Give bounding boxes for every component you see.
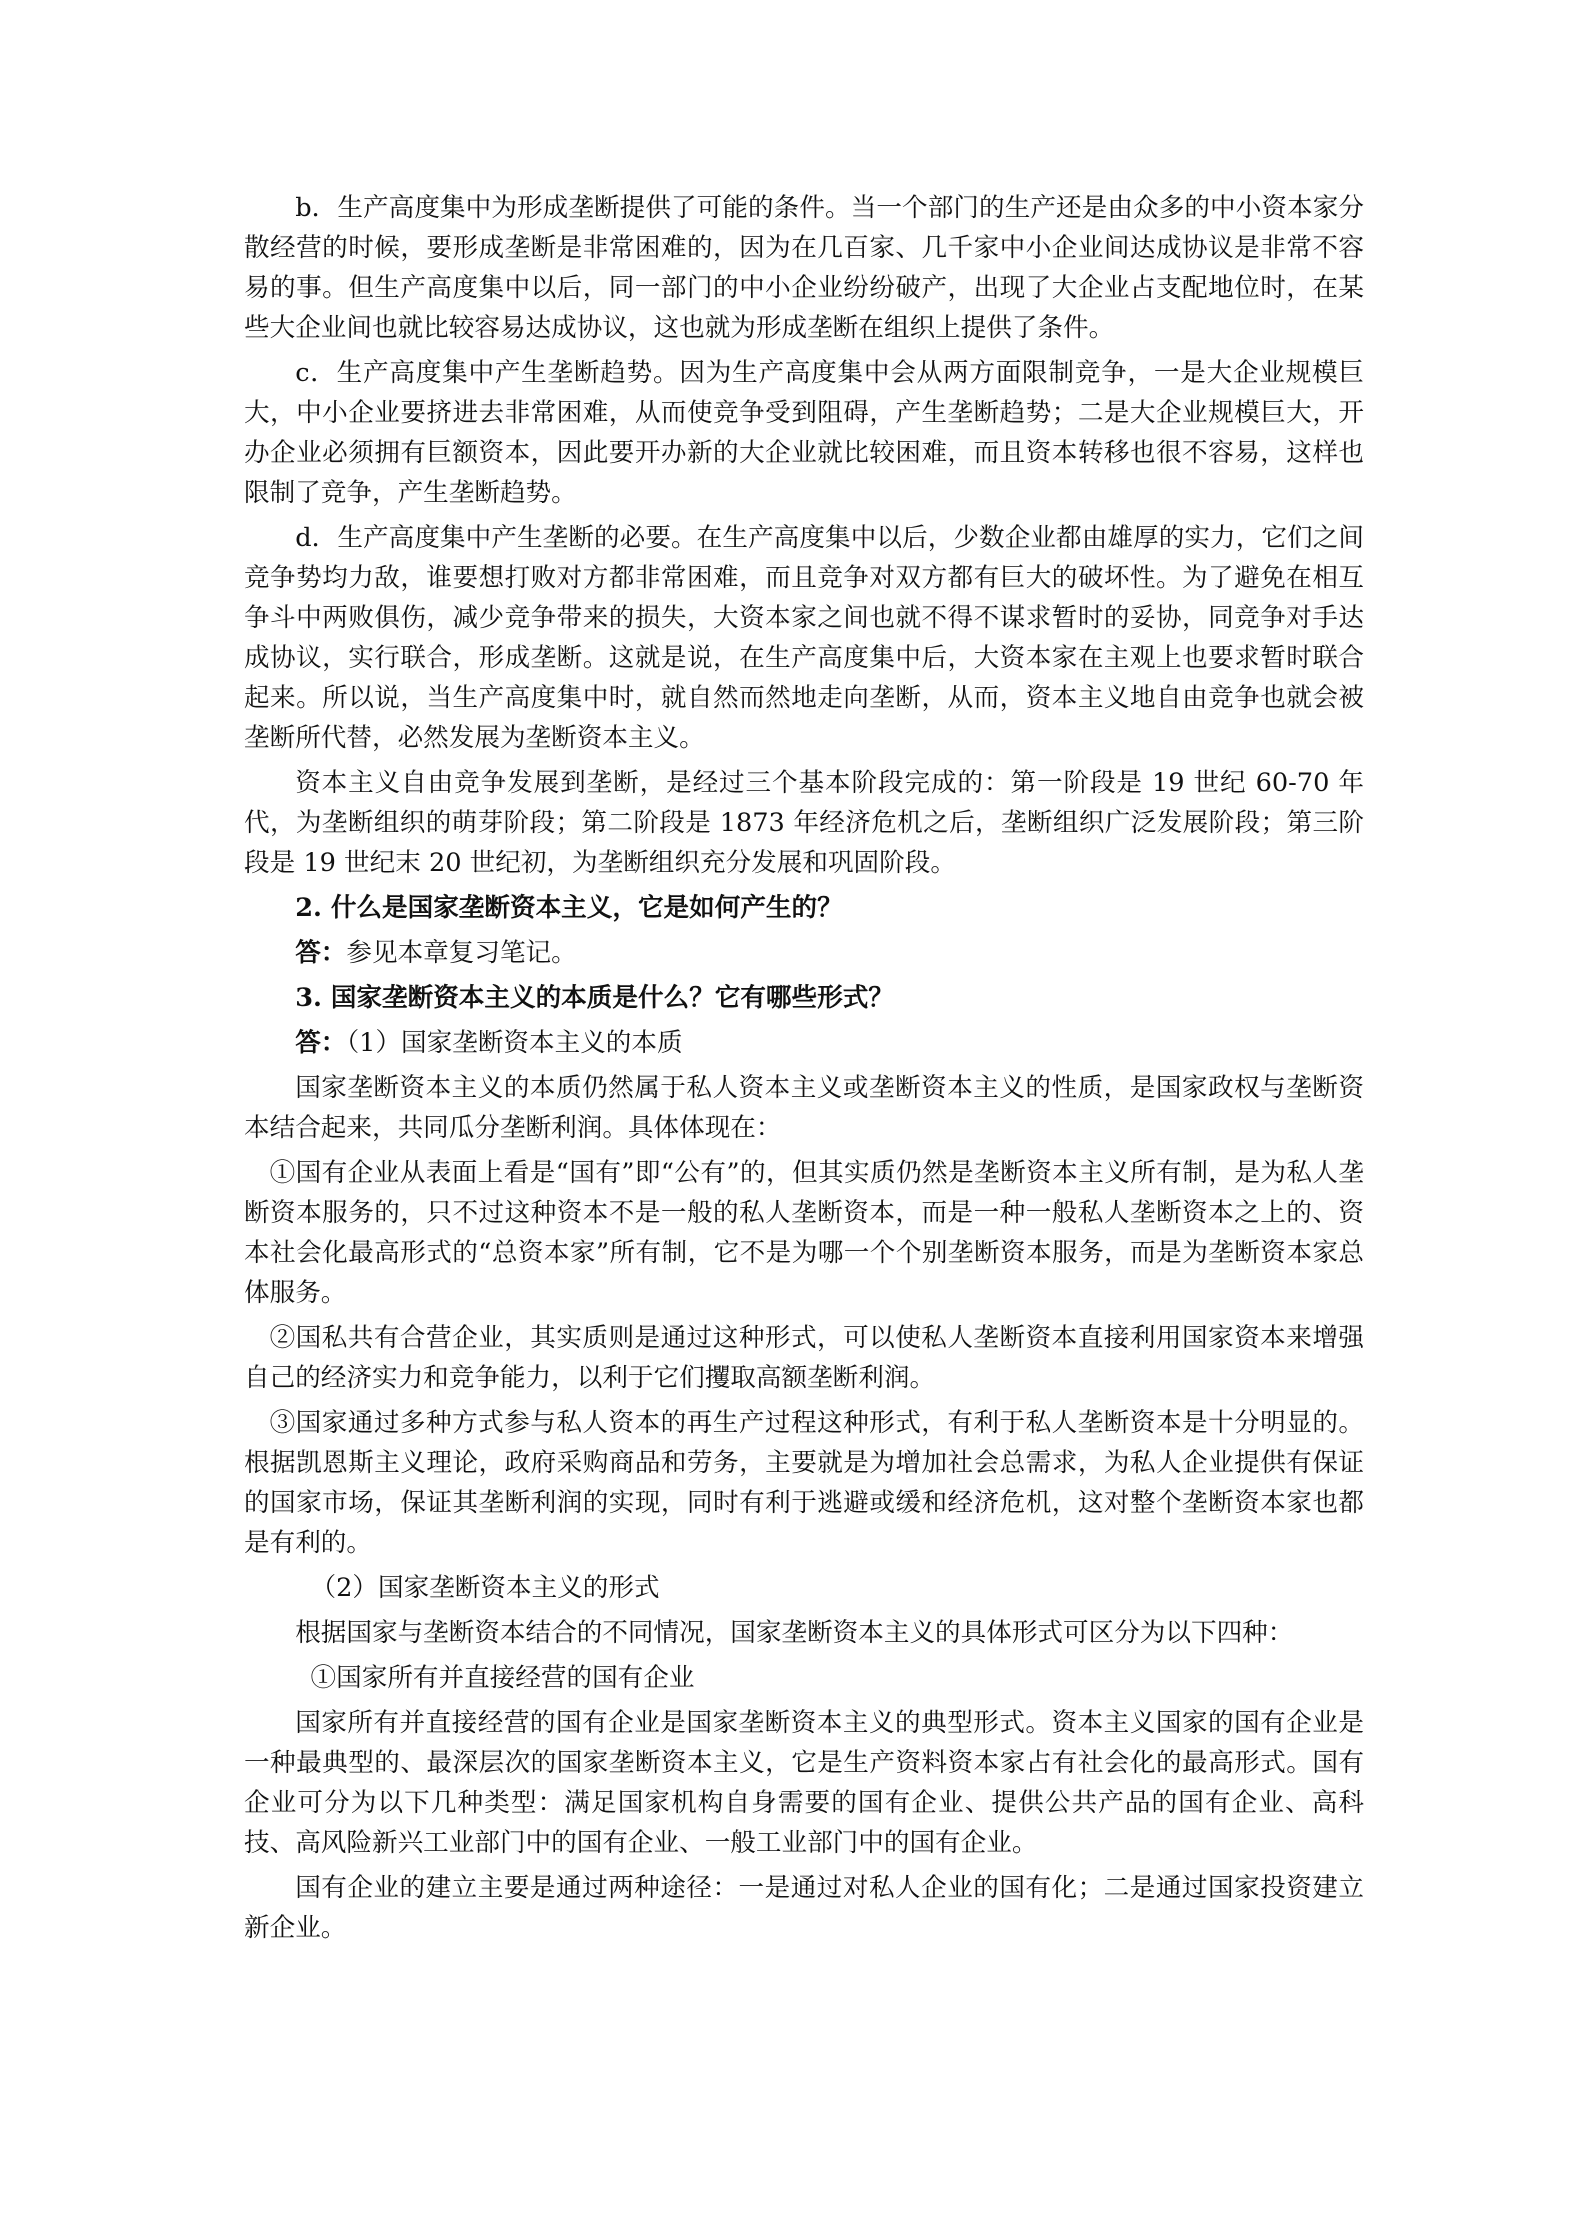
paragraph-stages: 资本主义自由竞争发展到垄断，是经过三个基本阶段完成的：第一阶段是 19 世纪 60-70 年代，为垄断组织的萌芽阶段；第二阶段是 1873 年经济危机之后，垄断组织广泛发展阶段；第三阶段是 19 世纪末 20 世纪初，为垄断组织充分发展和巩固阶段。 (244, 768, 1364, 878)
paragraph-b: b．生产高度集中为形成垄断提供了可能的条件。当一个部门的生产还是由众多的中小资本家分散经营的时候，要形成垄断是非常困难的，因为在几百家、几千家中小企业间达成协议是非常不容易的事。但生产高度集中以后，同一部门的中小企业纷纷破产，出现了大企业占支配地位时，在某些大企业间也就比较容易达成协议，这也就为形成垄断在组织上提供了条件。 (244, 193, 1364, 343)
paragraph-form-1-b: 国有企业的建立主要是通过两种途径：一是通过对私人企业的国有化；二是通过国家投资建立新企业。 (244, 1873, 1364, 1943)
answer-2 (244, 933, 1364, 973)
paragraph-form-1: 国家所有并直接经营的国有企业是国家垄断资本主义的典型形式。资本主义国家的国有企业是一种最典型的、最深层次的国家垄断资本主义，它是生产资料资本家占有社会化的最高形式。国有企业可分为以下几种类型：满足国家机构自身需要的国有企业、提供公共产品的国有企业、高科技、高风险新兴工业部门中的国有企业、一般工业部门中的国有企业。 (244, 1708, 1364, 1858)
paragraph-form-1-heading: ①国家所有并直接经营的国有企业 (310, 1663, 695, 1693)
answer-3 (244, 1023, 1364, 1063)
question-3-heading: 3. 国家垄断资本主义的本质是什么？它有哪些形式？ (295, 983, 894, 1013)
question-2-heading: 2. 什么是国家垄断资本主义，它是如何产生的？ (295, 893, 843, 923)
paragraph-essence-point-1: ①国有企业从表面上看是“国有”即“公有”的，但其实质仍然是垄断资本主义所有制，是为私人垄断资本服务的，只不过这种资本不是一般的私人垄断资本，而是一种一般私人垄断资本之上的、资本社会化最高形式的“总资本家”所有制，它不是为哪一个个别垄断资本服务，而是为垄断资本家总体服务。 (244, 1158, 1364, 1308)
paragraph-forms: 根据国家与垄断资本结合的不同情况，国家垄断资本主义的具体形式可区分为以下四种： (295, 1618, 1294, 1648)
paragraph-essence: 国家垄断资本主义的本质仍然属于私人资本主义或垄断资本主义的性质，是国家政权与垄断资本结合起来，共同瓜分垄断利润。具体体现在： (244, 1073, 1364, 1143)
answer-3-text: （1）国家垄断资本主义的本质 (346, 1028, 683, 1058)
paragraph-essence-point-2: ②国私共有合营企业，其实质则是通过这种形式，可以使私人垄断资本直接利用国家资本来增强自己的经济实力和竞争能力，以利于它们攫取高额垄断利润。 (244, 1323, 1364, 1393)
paragraph-forms-heading: （2）国家垄断资本主义的形式 (310, 1573, 660, 1603)
text-body (244, 188, 1364, 1953)
paragraph-essence-point-3: ③国家通过多种方式参与私人资本的再生产过程这种形式，有利于私人垄断资本是十分明显的。根据凯恩斯主义理论，政府采购商品和劳务，主要就是为增加社会总需求，为私人企业提供有保证的国家市场，保证其垄断利润的实现，同时有利于逃避或缓和经济危机，这对整个垄断资本家也都是有利的。 (244, 1408, 1364, 1558)
answer-label: 答： (295, 1028, 347, 1058)
answer-2-text: 参见本章复习笔记。 (346, 938, 577, 968)
paragraph-c: c．生产高度集中产生垄断趋势。因为生产高度集中会从两方面限制竞争，一是大企业规模巨大，中小企业要挤进去非常困难，从而使竞争受到阻碍，产生垄断趋势；二是大企业规模巨大，开办企业必须拥有巨额资本，因此要开办新的大企业就比较困难，而且资本转移也很不容易，这样也限制了竞争，产生垄断趋势。 (244, 358, 1364, 508)
paragraph-d: d．生产高度集中产生垄断的必要。在生产高度集中以后，少数企业都由雄厚的实力，它们之间竞争势均力敌，谁要想打败对方都非常困难，而且竞争对双方都有巨大的破坏性。为了避免在相互争斗中两败俱伤，减少竞争带来的损失，大资本家之间也就不得不谋求暂时的妥协，同竞争对手达成协议，实行联合，形成垄断。这就是说，在生产高度集中后，大资本家在主观上也要求暂时联合起来。所以说，当生产高度集中时，就自然而然地走向垄断，从而，资本主义地自由竞争也就会被垄断所代替，必然发展为垄断资本主义。 (244, 523, 1364, 753)
answer-label: 答： (295, 938, 347, 968)
